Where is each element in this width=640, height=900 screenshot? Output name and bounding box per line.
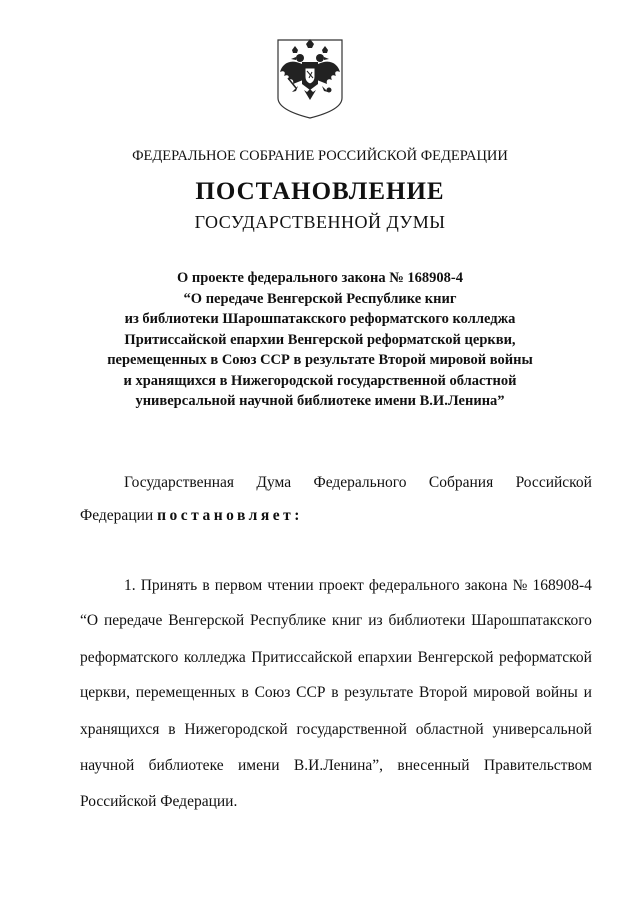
clause-word: реформатской [499, 649, 592, 666]
clause-word: Второй [419, 684, 468, 701]
clause-word: № [512, 577, 528, 594]
clause-word: и [583, 684, 592, 701]
clause-word: 168908-4 [532, 577, 592, 594]
clause-word: ССР [296, 684, 326, 701]
clause-word: хранящихся [80, 721, 160, 738]
clause-1-line-2 [80, 612, 592, 630]
clause-word: библиотеке [148, 757, 224, 774]
clause-word: внесенный [397, 757, 470, 774]
subject-line: и хранящихся в Нижегородской государственной областной [123, 372, 517, 389]
clause-word: закона [464, 577, 508, 594]
clause-word: Принять [140, 577, 198, 594]
clause-word: Шарошпатакского [471, 612, 592, 629]
clause-word: 1. [124, 577, 136, 594]
preamble-word: Собрания [428, 474, 494, 491]
clause-word: реформатского [80, 649, 179, 666]
clause-1-line-7: Российской Федерации. [80, 793, 238, 810]
clause-word: передаче [103, 612, 163, 629]
coat-of-arms-icon [276, 38, 344, 120]
clause-word: Республике [250, 612, 327, 629]
document-type: ПОСТАНОВЛЕНИЕ [195, 178, 445, 205]
clause-word: областной [415, 721, 484, 738]
clause-word: мировой [473, 684, 531, 701]
clause-word: библиотеки [388, 612, 466, 629]
preamble-word: Российской [515, 474, 592, 491]
clause-word: Притиссайской [251, 649, 353, 666]
preamble-prefix: Федерации [80, 507, 154, 524]
clause-word: колледжа [183, 649, 246, 666]
clause-word: войны [535, 684, 578, 701]
clause-1-line-4 [80, 684, 592, 702]
clause-word: в [241, 684, 249, 701]
subject-line: универсальной научной библиотеке имени В.И.Ленина” [135, 393, 505, 409]
clause-word: в [331, 684, 339, 701]
clause-word: книг [331, 612, 363, 629]
clause-word: федерального [368, 577, 460, 594]
clause-word: церкви, [80, 684, 130, 701]
clause-1-line-3 [80, 649, 592, 667]
clause-word: научной [80, 757, 135, 774]
subject-line: перемещенных в Союз ССР в результате Второй мировой войны [107, 352, 533, 368]
subject-line: из библиотеки Шарошпатакского реформатского колледжа [124, 311, 516, 327]
clause-word: из [368, 612, 383, 629]
clause-word: “О [80, 612, 99, 629]
clause-word: Венгерской [417, 649, 494, 666]
clause-word: государственной [296, 721, 407, 738]
clause-word: универсальной [492, 721, 592, 738]
preamble-line-2 [80, 507, 303, 525]
clause-word: Нижегородской [184, 721, 288, 738]
clause-word: результате [344, 684, 414, 701]
clause-word: Правительством [483, 757, 592, 774]
organization-name: ФЕДЕРАЛЬНОЕ СОБРАНИЕ РОССИЙСКОЙ ФЕДЕРАЦИИ [132, 148, 508, 164]
preamble-resolves: постановляет: [157, 507, 303, 524]
subject-line: Притиссайской епархии Венгерской реформатской церкви, [124, 331, 516, 348]
preamble-word: Государственная [124, 474, 235, 491]
document-subject [0, 268, 640, 412]
issuer-name: ГОСУДАРСТВЕННОЙ ДУМЫ [194, 212, 446, 232]
clause-word: Венгерской [168, 612, 245, 629]
clause-word: в [168, 721, 176, 738]
clause-word: перемещенных [135, 684, 236, 701]
preamble-word: Федерального [313, 474, 407, 491]
subject-line: “О передаче Венгерской Республике книг [183, 290, 457, 307]
clause-word: проект [318, 577, 364, 594]
clause-1-line-5 [80, 721, 592, 739]
clause-1-line-1 [124, 577, 592, 595]
preamble-word: Дума [256, 474, 292, 491]
clause-word: имени [237, 757, 280, 774]
subject-line: О проекте федерального закона № 168908-4 [176, 270, 464, 286]
clause-word: первом [214, 577, 263, 594]
clause-word: В.И.Ленина”, [293, 757, 384, 774]
clause-word: епархии [357, 649, 413, 666]
preamble-line-1 [124, 474, 592, 492]
clause-word: Союз [254, 684, 291, 701]
clause-word: чтении [267, 577, 314, 594]
clause-1-line-6 [80, 757, 592, 775]
clause-word: в [202, 577, 210, 594]
